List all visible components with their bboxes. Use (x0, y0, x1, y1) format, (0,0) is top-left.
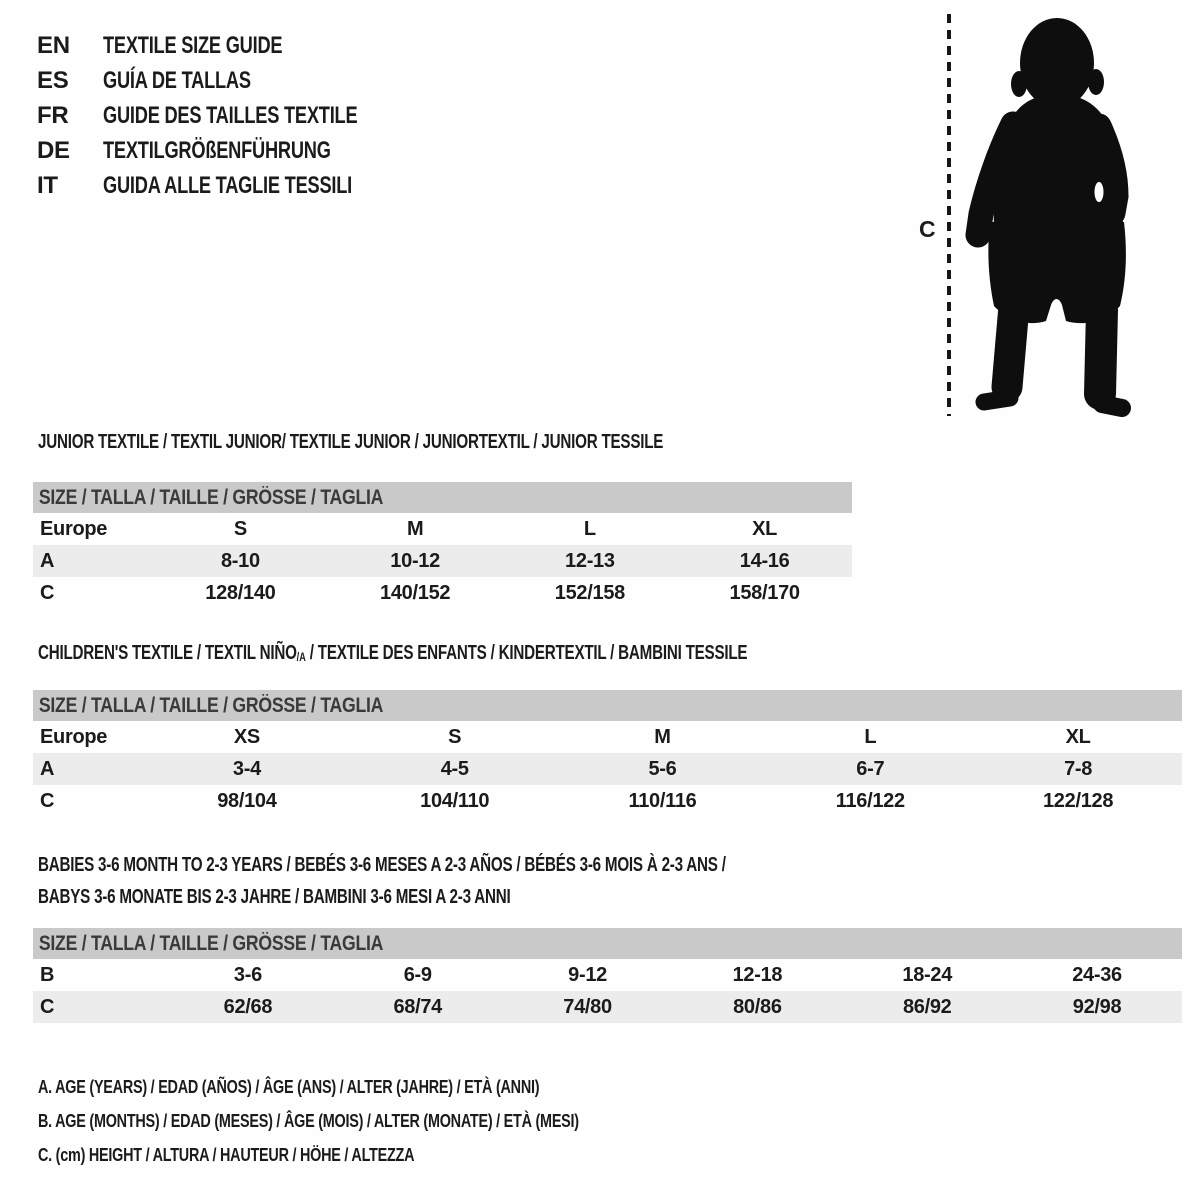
language-row (37, 63, 438, 98)
language-code: FR (37, 101, 69, 129)
height-cell: 74/80 (563, 995, 612, 1018)
size-table-header-row (33, 928, 1182, 959)
size-cell: S (448, 725, 462, 748)
height-cell: 62/68 (223, 995, 273, 1018)
age-cell: 10-12 (390, 549, 440, 572)
age-cell: 5-6 (648, 757, 677, 780)
language-title: GUÍA DE TALLAS (103, 66, 251, 94)
language-row (37, 98, 438, 133)
age-cell: 6-7 (856, 757, 885, 780)
height-cell: 104/110 (420, 789, 490, 812)
language-code: EN (37, 31, 70, 59)
age-cell: 3-4 (232, 757, 261, 780)
height-cell: 122/128 (1042, 789, 1114, 812)
table-row-age (33, 753, 1182, 785)
babies-title-line2: BABYS 3-6 MONATE BIS 2-3 JAHRE / BAMBINI 3-6 MESI A 2-3 ANNI (38, 886, 511, 908)
months-cell: 9-12 (568, 963, 607, 986)
size-cell: L (864, 725, 877, 748)
language-code: ES (37, 66, 69, 94)
children-section-title: CHILDREN'S TEXTILE / TEXTIL NIÑO/A / TEXTILE DES ENFANTS / KINDERTEXTIL / BAMBINI TESSILE (38, 642, 748, 664)
legend-line-c: C. (cm) HEIGHT / ALTURA / HAUTEUR / HÖHE / ALTEZZA (38, 1145, 415, 1165)
size-cell: XL (752, 517, 778, 540)
size-cell: XL (1065, 725, 1091, 748)
size-cell: M (654, 725, 671, 748)
size-cell: L (583, 517, 596, 540)
language-row (37, 168, 438, 203)
height-cell: 158/170 (729, 581, 800, 604)
height-cell: 80/86 (733, 995, 782, 1018)
children-size-table (33, 690, 1182, 817)
junior-size-table (33, 482, 852, 609)
size-header-label: SIZE / TALLA / TAILLE / GRÖSSE / TAGLIA (38, 485, 384, 509)
table-row-height (33, 991, 1182, 1023)
language-row (37, 133, 438, 168)
size-table-header-row (33, 690, 1182, 721)
age-cell: 12-13 (565, 549, 615, 572)
height-cell: 116/122 (835, 789, 905, 812)
months-cell: 12-18 (732, 963, 783, 986)
table-row-europe (33, 513, 852, 545)
measurement-legend (38, 1070, 714, 1172)
months-cell: 6-9 (403, 963, 432, 986)
row-label: A (40, 757, 55, 780)
height-cell: 68/74 (393, 995, 443, 1018)
legend-line-b: B. AGE (MONTHS) / EDAD (MESES) / ÂGE (MOIS) / ALTER (MONATE) / ETÀ (MESI) (38, 1111, 579, 1131)
junior-section-title: JUNIOR TEXTILE / TEXTIL JUNIOR/ TEXTILE JUNIOR / JUNIORTEXTIL / JUNIOR TESSILE (38, 431, 664, 453)
row-label: C (40, 789, 55, 812)
row-label: C (40, 995, 55, 1018)
size-cell: XS (233, 725, 260, 748)
row-label: Europe (40, 517, 108, 540)
size-cell: M (406, 517, 424, 540)
size-header-label: SIZE / TALLA / TAILLE / GRÖSSE / TAGLIA (38, 931, 384, 955)
age-cell: 14-16 (739, 549, 790, 572)
months-cell: 24-36 (1072, 963, 1122, 986)
babies-size-table (33, 928, 1182, 1023)
height-cell: 92/98 (1072, 995, 1122, 1018)
size-table-header-row (33, 482, 852, 513)
language-code: DE (37, 136, 70, 164)
babies-section-title (38, 849, 943, 913)
height-cell: 110/116 (628, 789, 697, 812)
language-title: GUIDA ALLE TAGLIE TESSILI (103, 171, 352, 199)
row-label: Europe (40, 725, 108, 748)
months-cell: 18-24 (902, 963, 953, 986)
language-title: GUIDE DES TAILLES TEXTILE (103, 101, 358, 129)
table-row-height (33, 577, 852, 609)
height-cell: 86/92 (902, 995, 952, 1018)
language-title: TEXTILE SIZE GUIDE (103, 31, 283, 59)
table-row-months (33, 959, 1182, 991)
legend-line-a: A. AGE (YEARS) / EDAD (AÑOS) / ÂGE (ANS) / ALTER (JAHRE) / ETÀ (ANNI) (38, 1077, 540, 1097)
language-title: TEXTILGRÖßENFÜHRUNG (103, 136, 331, 164)
height-cell: 128/140 (205, 581, 276, 604)
age-cell: 4-5 (440, 757, 469, 780)
language-title-list (37, 28, 438, 203)
table-row-europe (33, 721, 1182, 753)
title-subscript: /A (296, 650, 306, 664)
height-cell: 140/152 (380, 581, 451, 604)
row-label: A (40, 549, 55, 572)
age-cell: 7-8 (1064, 757, 1093, 780)
height-cell: 98/104 (217, 789, 277, 812)
height-measure-label: C (919, 216, 936, 242)
row-label: C (40, 581, 55, 604)
months-cell: 3-6 (233, 963, 262, 986)
table-row-age (33, 545, 852, 577)
table-row-height (33, 785, 1182, 817)
baby-silhouette-icon (950, 0, 1150, 420)
height-cell: 152/158 (554, 581, 625, 604)
row-label: B (40, 963, 55, 986)
language-code: IT (37, 171, 58, 199)
babies-title-line1: BABIES 3-6 MONTH TO 2-3 YEARS / BEBÉS 3-6 MESES A 2-3 AÑOS / BÉBÉS 3-6 MOIS À 2-3 ANS / (38, 854, 726, 876)
size-header-label: SIZE / TALLA / TAILLE / GRÖSSE / TAGLIA (38, 693, 384, 717)
language-row (37, 28, 438, 63)
size-cell: S (233, 517, 247, 540)
age-cell: 8-10 (220, 549, 260, 572)
